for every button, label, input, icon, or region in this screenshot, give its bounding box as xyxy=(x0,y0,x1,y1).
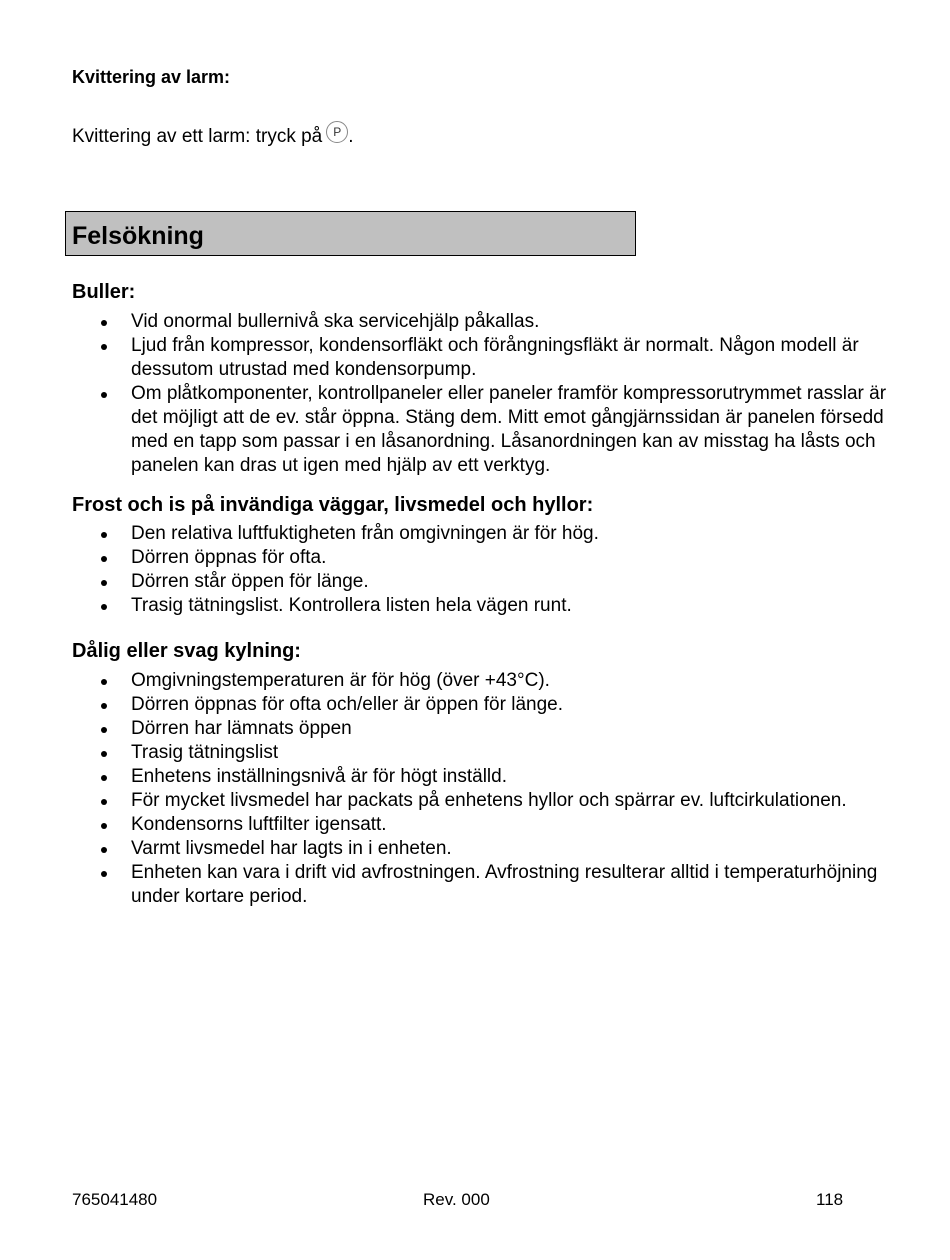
list-item: Dörren står öppen för länge. xyxy=(98,570,888,594)
list-item: Omgivningstemperaturen är för hög (över +43°C). xyxy=(98,669,888,693)
list-item: Enheten kan vara i drift vid avfrostningen. Avfrostning resulterar alltid i temperaturhöjning under kortare period. xyxy=(98,861,888,909)
frost-heading: Frost och is på invändiga väggar, livsmedel och hyllor: xyxy=(72,494,594,516)
ack-heading: Kvittering av larm: xyxy=(72,67,231,87)
list-item: Dörren öppnas för ofta och/eller är öppen för länge. xyxy=(98,693,888,717)
list-item: För mycket livsmedel har packats på enhetens hyllor och spärrar ev. luftcirkulationen. xyxy=(98,789,888,813)
section-title: Felsökning xyxy=(72,222,204,250)
footer-page-number: 118 xyxy=(816,1190,844,1209)
ack-instruction xyxy=(72,121,354,148)
section-header-box xyxy=(65,211,636,256)
cooling-heading: Dålig eller svag kylning: xyxy=(72,640,301,662)
list-item: Dörren har lämnats öppen xyxy=(98,717,888,741)
list-item: Trasig tätningslist. Kontrollera listen hela vägen runt. xyxy=(98,594,888,618)
list-item: Vid onormal bullernivå ska servicehjälp påkallas. xyxy=(98,310,888,334)
list-item: Trasig tätningslist xyxy=(98,741,888,765)
list-item: Dörren öppnas för ofta. xyxy=(98,546,888,570)
p-key-icon: P xyxy=(326,121,348,143)
list-item: Om plåtkomponenter, kontrollpaneler eller paneler framför kompressorutrymmet rasslar är det möjligt att de ev. står öppna. Stäng dem. Mitt emot gångjärnssidan är panelen försedd med en tapp som passar i en låsanordning. Låsanordningen kan av misstag ha låsts och panelen kan dras ut igen med hjälp av ett verktyg. xyxy=(98,382,888,478)
ack-suffix: . xyxy=(348,126,354,147)
list-item: Den relativa luftfuktigheten från omgivningen är för hög. xyxy=(98,522,888,546)
list-item: Enhetens inställningsnivå är för högt inställd. xyxy=(98,765,888,789)
footer-doc-number: 765041480 xyxy=(72,1190,158,1209)
list-item: Kondensorns luftfilter igensatt. xyxy=(98,813,888,837)
list-item: Ljud från kompressor, kondensorfläkt och förångningsfläkt är normalt. Någon modell är dessutom utrustad med kondensorpump. xyxy=(98,334,888,382)
ack-text: Kvittering av ett larm: tryck på xyxy=(72,126,323,147)
noise-list xyxy=(98,310,888,478)
frost-list xyxy=(98,522,888,618)
footer-revision: Rev. 000 xyxy=(423,1190,490,1209)
list-item: Varmt livsmedel har lagts in i enheten. xyxy=(98,837,888,861)
cooling-list xyxy=(98,669,888,909)
noise-heading: Buller: xyxy=(72,281,136,303)
